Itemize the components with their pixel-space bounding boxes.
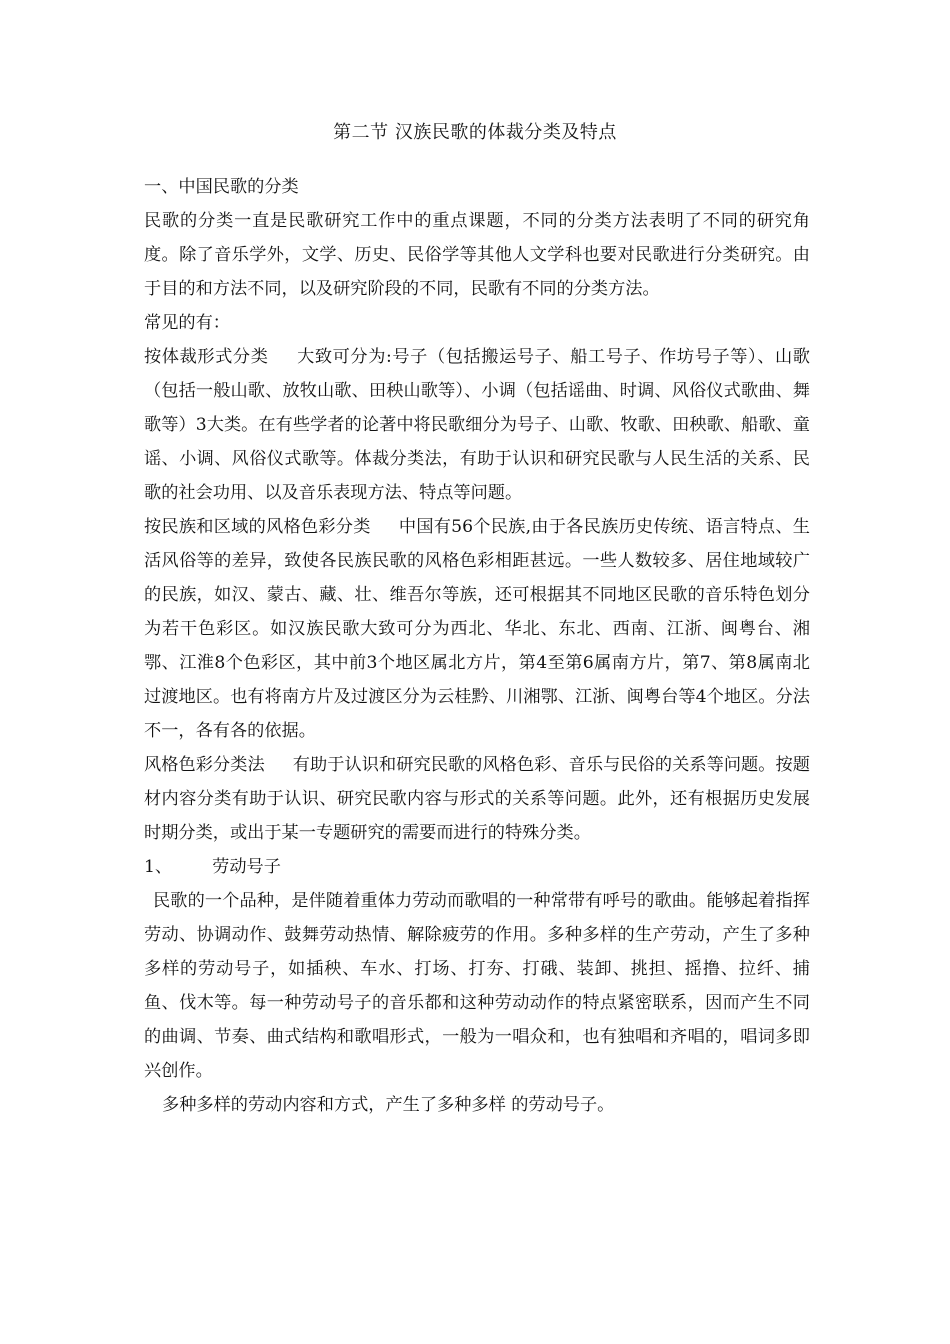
paragraph-genre-classification [144,340,810,510]
paragraph-common: 常见的有： [144,313,230,333]
paragraph-intro: 民歌的分类一直是民歌研究工作中的重点课题，不同的分类方法表明了不同的研究角度。除了音乐学外，文学、历史、民俗学等其他人文学科也要对民歌进行分类研究。由于目的和方法不同，以及研究阶段的不同，民歌有不同的分类方法。 [144,211,810,299]
item-title: 劳动号子 [212,857,281,877]
section-title: 第二节 汉族民歌的体裁分类及特点 [333,122,617,143]
heading-classification: 一、中国民歌的分类 [144,177,299,197]
list-item-labor-chant [144,850,810,884]
genre-text: 大致可分为:号子（包括搬运号子、船工号子、作坊号子等）、山歌（包括一般山歌、放牧山歌、田秧山歌等）、小调（包括谣曲、时调、风俗仪式歌曲、舞歌等）3大类。在有些学者的论著中将民歌细分为号子、山歌、牧歌、田秧歌、船歌、童谣、小调、风俗仪式歌等。体裁分类法，有助于认识和研究民歌与人民生活的关系、民歌的社会功用、以及音乐表现方法、特点等问题。 [144,347,810,503]
region-text: 中国有56个民族,由于各民族历史传统、语言特点、生活风俗等的差异，致使各民族民歌的风格色彩相距甚远。一些人数较多、居住地域较广的民族，如汉、蒙古、藏、壮、维吾尔等族，还可根据其不同地区民歌的音乐特色划分为若干色彩区。如汉族民歌大致可分为西北、华北、东北、西南、江浙、闽粤台、湘鄂、江淮8个色彩区，其中前3个地区属北方片，第4至第6属南方片，第7、第8属南北过渡地区。也有将南方片及过渡区分为云桂黔、川湘鄂、江浙、闽粤台等4个地区。分法不一，各有各的依据。 [144,517,810,741]
style-text: 有助于认识和研究民歌的风格色彩、音乐与民俗的关系等问题。按题材内容分类有助于认识、研究民歌内容与形式的关系等问题。此外，还有根据历史发展时期分类，或出于某一专题研究的需要而进行的特殊分类。 [144,755,810,843]
paragraph-labor-chant: 民歌的一个品种，是伴随着重体力劳动而歌唱的一种常带有呼号的歌曲。能够起着指挥劳动、协调动作、鼓舞劳动热情、解除疲劳的作用。多种多样的生产劳动，产生了多种多样的劳动号子，如插秧、车水、打场、打夯、打硪、装卸、挑担、摇撸、拉纤、捕鱼、伐木等。每一种劳动号子的音乐都和这种劳动动作的特点紧密联系，因而产生不同的曲调、节奏、曲式结构和歌唱形式，一般为一唱众和，也有独唱和齐唱的，唱词多即兴创作。 [144,891,810,1081]
style-label: 风格色彩分类法 [144,755,265,775]
region-label: 按民族和区域的风格色彩分类 [144,517,371,537]
genre-label: 按体裁形式分类 [144,347,269,367]
paragraph-region-classification [144,510,810,748]
document-body [144,170,810,1122]
paragraph-labor-forms: 多种多样的劳动内容和方式，产生了多种多样 的劳动号子。 [162,1095,615,1115]
item-number: 1、 [144,857,173,877]
paragraph-style-classification [144,748,810,850]
